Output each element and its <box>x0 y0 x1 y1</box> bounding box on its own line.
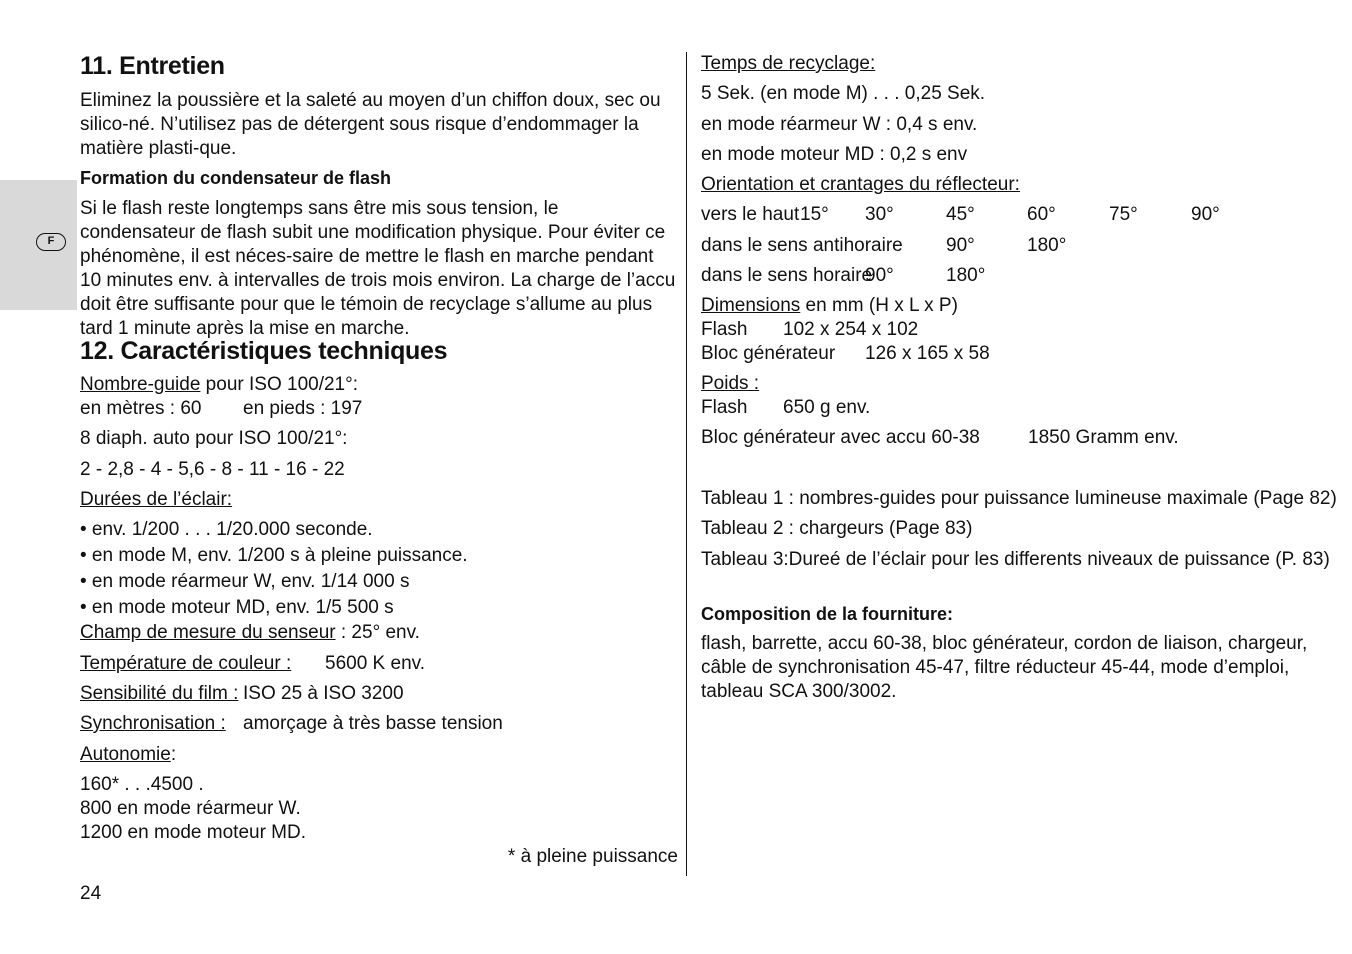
haut-angle: 60° <box>1027 204 1056 225</box>
sens-label <box>80 682 238 706</box>
duree-item: • en mode réarmeur W, env. 1/14 000 s <box>80 571 410 592</box>
poids-label-text: Poids : <box>701 373 760 394</box>
duree-label-text: Durées de l’éclair: <box>80 489 233 510</box>
antihoraire-label: dans le sens antihoraire <box>701 235 903 256</box>
composition-line: câble de synchronisation 45-47, filtre réducteur 45-44, mode d’emploi, <box>701 657 1290 678</box>
poids-bloc-value: 1850 Gramm env. <box>1028 427 1179 448</box>
dim-flash-label: Flash <box>701 319 748 340</box>
guide-metres: en mètres : 60 <box>80 398 202 419</box>
champ-value: : 25° env. <box>335 622 420 643</box>
horaire-angle: 90° <box>865 265 894 286</box>
page-number: 24 <box>80 883 102 904</box>
autonomie-colon: : <box>170 744 177 765</box>
tableau-ref: Tableau 1 : nombres-guides pour puissance lumineuse maximale (Page 82) <box>701 488 1337 509</box>
dim-flash-value: 102 x 254 x 102 <box>783 319 919 340</box>
condensateur-subheading: Formation du condensateur de flash <box>80 168 392 188</box>
haut-angle: 90° <box>1191 204 1220 225</box>
guide-number-rest: pour ISO 100/21°: <box>200 374 358 395</box>
guide-number-line <box>80 373 358 397</box>
autonomie-line: 800 en mode réarmeur W. <box>80 798 301 819</box>
autonomie-line: 160* . . .4500 . <box>80 774 204 795</box>
haut-angle: 15° <box>800 204 829 225</box>
champ-line <box>80 621 420 645</box>
horaire-label: dans le sens horaire <box>701 265 873 286</box>
haut-angle: 75° <box>1109 204 1138 225</box>
dimensions-rest: en mm (H x L x P) <box>800 295 958 316</box>
recycle-label <box>701 52 875 76</box>
duree-item: • en mode M, env. 1/200 s à pleine puissance. <box>80 545 468 566</box>
guide-pieds: en pieds : 197 <box>243 398 363 419</box>
recycle-line: en mode réarmeur W : 0,4 s env. <box>701 114 978 135</box>
autonomie-label-text: Autonomie <box>80 744 171 765</box>
sens-label-text: Sensibilité du film : <box>80 683 239 704</box>
temp-label-text: Température de couleur : <box>80 653 292 674</box>
poids-label <box>701 372 759 396</box>
column-divider <box>686 52 687 876</box>
autonomie-line: 1200 en mode moteur MD. <box>80 822 307 843</box>
diaph-line: 8 diaph. auto pour ISO 100/21°: <box>80 428 348 449</box>
antihoraire-angle: 90° <box>946 235 975 256</box>
poids-flash-value: 650 g env. <box>783 397 871 418</box>
temp-value: 5600 K env. <box>325 653 426 674</box>
dim-bloc-value: 126 x 165 x 58 <box>865 343 990 364</box>
recycle-label-text: Temps de recyclage: <box>701 53 876 74</box>
sync-label <box>80 712 226 736</box>
recycle-line: 5 Sek. (en mode M) . . . 0,25 Sek. <box>701 83 986 104</box>
haut-angle: 30° <box>865 204 894 225</box>
entretien-paragraph: Eliminez la poussière et la saleté au moyen d’un chiffon doux, sec ou silico-né. N’utilisez pas de détergent sous risque d’endommager la matière plasti-que. <box>80 90 661 159</box>
language-badge: F <box>36 233 66 251</box>
duree-item: • env. 1/200 . . . 1/20.000 seconde. <box>80 519 373 540</box>
footnote: * à pleine puissance <box>507 846 678 867</box>
composition-line: flash, barrette, accu 60-38, bloc générateur, cordon de liaison, chargeur, <box>701 633 1308 654</box>
autonomie-label <box>80 743 176 767</box>
orientation-label-text: Orientation et crantages du réflecteur: <box>701 174 1020 195</box>
diaph-values: 2 - 2,8 - 4 - 5,6 - 8 - 11 - 16 - 22 <box>80 459 345 480</box>
poids-flash-label: Flash <box>701 397 748 418</box>
composition-line: tableau SCA 300/3002. <box>701 681 897 702</box>
recycle-line: en mode moteur MD : 0,2 s env <box>701 144 968 165</box>
dimensions-line <box>701 294 958 318</box>
tableau-ref: Tableau 2 : chargeurs (Page 83) <box>701 518 973 539</box>
horaire-angle: 180° <box>946 265 986 286</box>
antihoraire-angle: 180° <box>1027 235 1067 256</box>
entretien-heading: 11. Entretien <box>80 52 225 80</box>
temp-label <box>80 652 291 676</box>
composition-heading: Composition de la fourniture: <box>701 604 953 624</box>
dimensions-label: Dimensions <box>701 295 801 316</box>
haut-angle: 45° <box>946 204 975 225</box>
sync-label-text: Synchronisation : <box>80 713 226 734</box>
haut-label: vers le haut <box>701 204 800 225</box>
tableau-ref: Tableau 3:Dureé de l’éclair pour les differents niveaux de puissance (P. 83) <box>701 549 1330 570</box>
dim-bloc-label: Bloc générateur <box>701 343 836 364</box>
condensateur-paragraph: Si le flash reste longtemps sans être mis sous tension, le condensateur de flash subit une modification physique. Pour éviter ce phénomène, il est néces-saire de mettre le flash en marche pendant 10 minutes env. à intervalles de trois mois environ. La charge de l’accu doit être suffisante pour que le témoin de recyclage s’allume au plus tard 1 minute après la mise en marche. <box>80 198 676 339</box>
sync-value: amorçage à très basse tension <box>243 713 503 734</box>
specs-heading: 12. Caractéristiques techniques <box>80 337 448 365</box>
duree-label <box>80 488 232 512</box>
poids-bloc-label: Bloc générateur avec accu 60-38 <box>701 427 980 448</box>
sens-value: ISO 25 à ISO 3200 <box>243 683 404 704</box>
duree-item: • en mode moteur MD, env. 1/5 500 s <box>80 597 394 618</box>
guide-number-label: Nombre-guide <box>80 374 201 395</box>
champ-label: Champ de mesure du senseur <box>80 622 336 643</box>
orientation-label <box>701 173 1020 197</box>
